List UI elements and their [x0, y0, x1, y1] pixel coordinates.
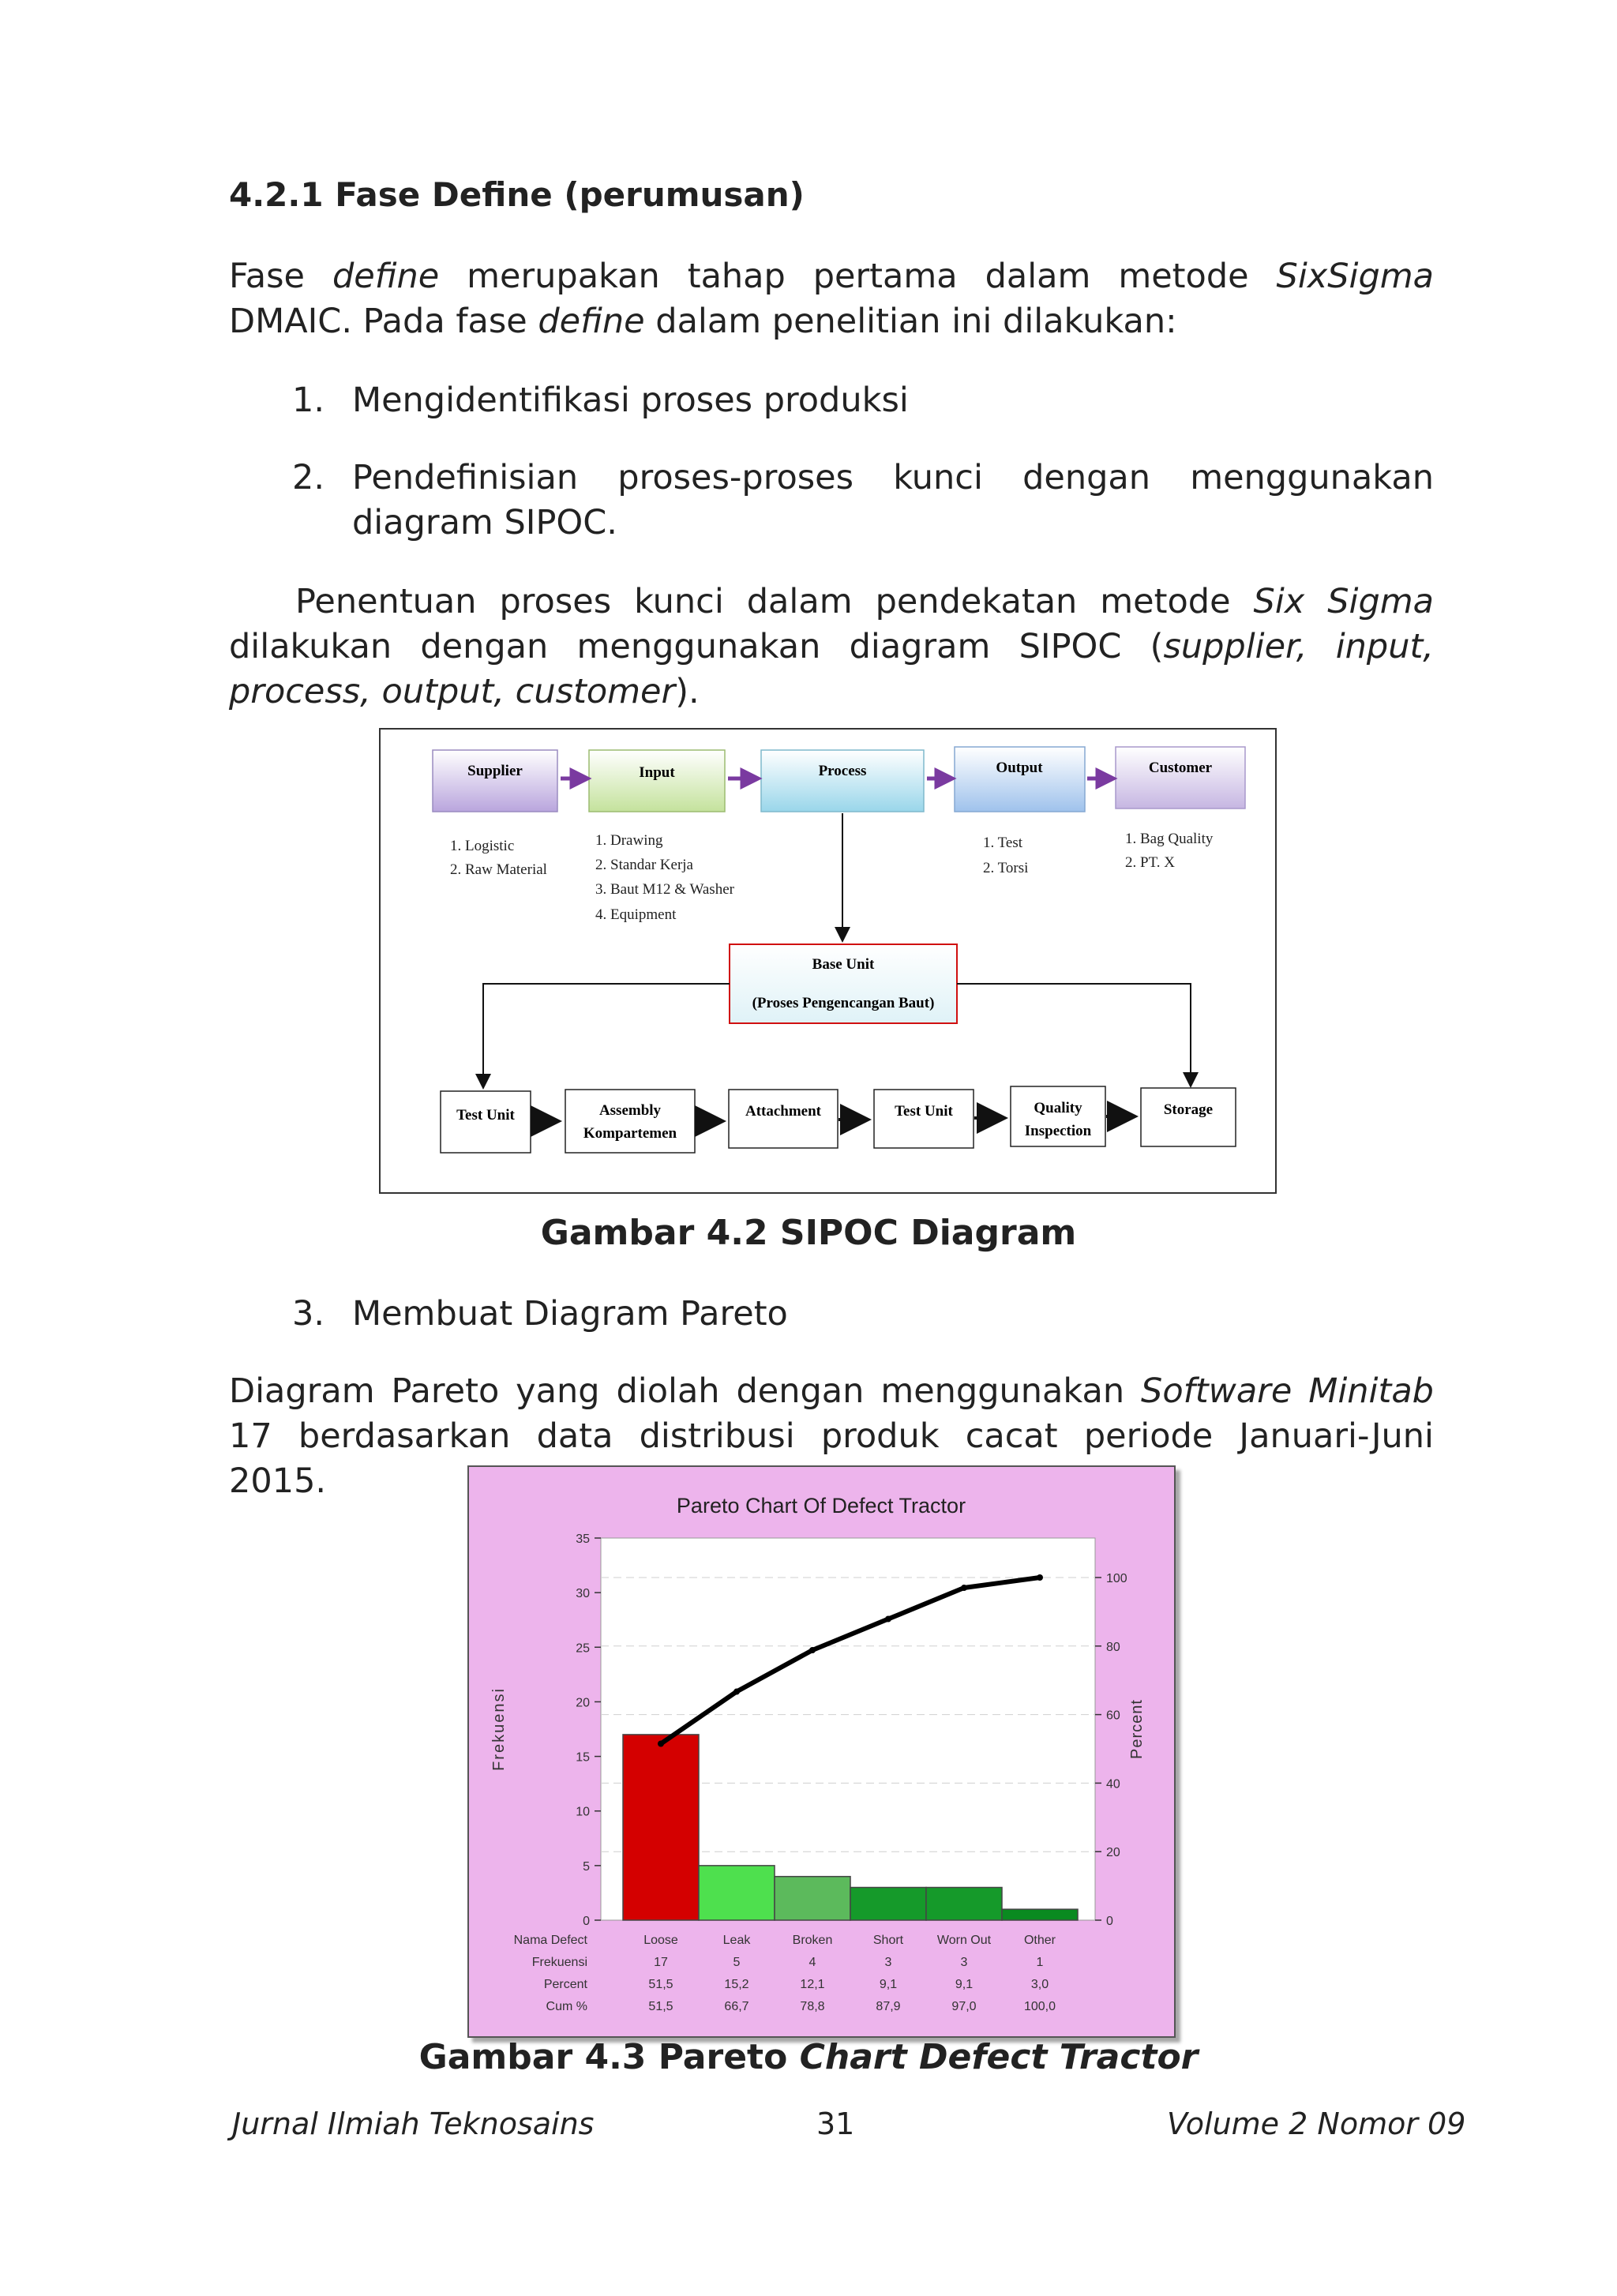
y2-tick-label: 40: [1106, 1777, 1120, 1791]
table-cell: 4: [808, 1956, 816, 1969]
table-cell: 3: [884, 1956, 892, 1969]
table-cell: Short: [872, 1934, 904, 1947]
table-cell: 97,0: [951, 2000, 977, 2013]
output-item: 1. Test: [983, 835, 1023, 851]
y2-tick-label: 100: [1106, 1572, 1127, 1585]
table-cell: Leak: [722, 1934, 751, 1947]
y-tick-label: 20: [576, 1696, 590, 1710]
figure-caption-pareto: Gambar 4.3 Pareto Chart Defect Tractor: [418, 2037, 1199, 2077]
table-cell: 1: [1036, 1956, 1044, 1969]
bar: [850, 1888, 926, 1920]
figure-caption-sipoc: Gambar 4.2 SIPOC Diagram: [540, 1213, 1077, 1253]
output-item: 2. Torsi: [983, 860, 1029, 876]
list-number: 1.: [292, 381, 325, 420]
table-row-label: Frekuensi: [531, 1956, 587, 1969]
sipoc-header-output: [955, 747, 1085, 812]
svg-text:Input: Input: [639, 764, 675, 781]
list-text: Mengidentifikasi proses produksi: [352, 381, 909, 420]
table-cell: Loose: [643, 1934, 678, 1947]
paragraph-pareto-intro: Diagram Pareto yang diolah dengan menggunakan Software Minitab 17 berdasarkan data distribusi produk cacat periode Januari-Juni 2015.: [229, 1371, 1434, 1501]
table-row-label: Cum %: [546, 2000, 587, 2013]
y2-axis-label: Percent: [1128, 1699, 1146, 1759]
table-cell: Worn Out: [936, 1934, 992, 1947]
flow-box-storage: [1141, 1088, 1236, 1146]
svg-text:(Proses Pengencangan Baut): (Proses Pengencangan Baut): [752, 995, 935, 1011]
table-cell: 15,2: [724, 1978, 749, 1991]
table-cell: 66,7: [724, 2000, 749, 2013]
y2-tick-label: 60: [1106, 1709, 1120, 1723]
table-row-label: Nama Defect: [513, 1934, 587, 1947]
table-cell: 12,1: [800, 1978, 825, 1991]
table-cell: 87,9: [876, 2000, 901, 2013]
y-axis-label: Frekuensi: [490, 1687, 508, 1771]
paragraph-define-intro: Fase define merupakan tahap pertama dalam metode SixSigma DMAIC. Pada fase define dalam penelitian ini dilakukan:: [229, 257, 1434, 341]
sipoc-header-input: [589, 750, 725, 812]
table-cell: 3: [960, 1956, 968, 1969]
y2-tick-label: 20: [1106, 1846, 1120, 1860]
list-number: 3.: [292, 1294, 325, 1334]
flow-box-assembly-kompartemen: [565, 1090, 695, 1153]
table-row-label: Percent: [543, 1978, 587, 1991]
y-tick-label: 25: [576, 1641, 590, 1656]
y-tick-label: 10: [576, 1805, 590, 1819]
cumulative-point: [961, 1585, 967, 1591]
y-tick-label: 30: [576, 1587, 590, 1601]
input-item: 2. Standar Kerja: [595, 857, 693, 873]
footer-volume: Volume 2 Nomor 09: [1167, 2107, 1466, 2141]
svg-text:Storage: Storage: [1163, 1101, 1214, 1118]
list-text: Pendefinisian proses-proses kunci dengan menggunakan diagram SIPOC.: [352, 458, 1434, 542]
svg-text:Assembly: Assembly: [598, 1102, 662, 1119]
bar: [926, 1888, 1002, 1920]
footer-journal-name: Jurnal Ilmiah Teknosains: [232, 2107, 595, 2141]
svg-text:Supplier: Supplier: [467, 763, 523, 779]
base-unit-box: [730, 944, 957, 1023]
svg-text:Output: Output: [996, 760, 1043, 776]
table-cell: Broken: [792, 1934, 833, 1947]
table-cell: 5: [733, 1956, 741, 1969]
y2-tick-label: 80: [1106, 1640, 1120, 1654]
svg-text:Base Unit: Base Unit: [812, 956, 875, 973]
list-number: 2.: [292, 458, 325, 497]
svg-text:Test Unit: Test Unit: [895, 1103, 953, 1120]
supplier-item: 1. Logistic: [450, 838, 515, 854]
sipoc-header-process: [761, 750, 924, 812]
y-tick-label: 5: [583, 1859, 590, 1874]
table-cell: 3,0: [1030, 1978, 1049, 1991]
customer-item: 2. PT. X: [1125, 854, 1175, 871]
customer-item: 1. Bag Quality: [1125, 831, 1214, 847]
bar: [1002, 1909, 1078, 1920]
input-item: 3. Baut M12 & Washer: [595, 881, 734, 898]
svg-text:Attachment: Attachment: [745, 1103, 822, 1120]
table-cell: 78,8: [800, 2000, 825, 2013]
input-item: 1. Drawing: [595, 832, 663, 849]
bar: [775, 1877, 850, 1920]
table-cell: 9,1: [955, 1978, 974, 1991]
table-cell: 100,0: [1023, 2000, 1056, 2013]
list-text: Membuat Diagram Pareto: [352, 1294, 788, 1334]
table-cell: 51,5: [648, 2000, 673, 2013]
y-tick-label: 15: [576, 1750, 590, 1765]
sipoc-header-customer: [1116, 747, 1245, 808]
chart-title: Pareto Chart Of Defect Tractor: [676, 1494, 966, 1518]
svg-text:Process: Process: [818, 763, 867, 779]
cumulative-point: [809, 1647, 816, 1653]
flow-box-test-unit: [441, 1091, 531, 1153]
section-heading: 4.2.1 Fase Define (perumusan): [229, 175, 805, 214]
footer-page-number: 31: [816, 2107, 855, 2141]
sipoc-diagram: [379, 728, 1277, 1194]
svg-text:Test Unit: Test Unit: [456, 1107, 515, 1124]
table-cell: 17: [654, 1956, 668, 1969]
sipoc-header-supplier: [433, 750, 557, 812]
svg-text:Customer: Customer: [1148, 760, 1213, 776]
svg-text:Inspection: Inspection: [1024, 1123, 1092, 1139]
bar: [699, 1866, 775, 1920]
pareto-chart: [467, 1465, 1176, 2038]
table-cell: Other: [1023, 1934, 1056, 1947]
y-tick-label: 35: [576, 1533, 590, 1546]
flow-box-test-unit-2: [874, 1090, 974, 1148]
bar: [623, 1735, 699, 1920]
flow-box-attachment: [729, 1090, 838, 1148]
table-cell: 51,5: [648, 1978, 673, 1991]
y-tick-label: 0: [583, 1915, 590, 1928]
flow-box-quality-inspection: [1011, 1086, 1105, 1146]
cumulative-point: [885, 1616, 891, 1623]
paragraph-sipoc-intro: Penentuan proses kunci dalam pendekatan metode Six Sigma dilakukan dengan menggunakan diagram SIPOC (supplier, input, process, output, customer).: [229, 582, 1434, 711]
svg-text:Quality: Quality: [1034, 1100, 1082, 1116]
supplier-item: 2. Raw Material: [450, 861, 547, 878]
table-cell: 9,1: [879, 1978, 898, 1991]
y2-tick-label: 0: [1106, 1915, 1113, 1928]
cumulative-point: [658, 1740, 664, 1746]
cumulative-point: [733, 1689, 740, 1695]
svg-text:Kompartemen: Kompartemen: [583, 1125, 677, 1142]
input-item: 4. Equipment: [595, 906, 677, 923]
cumulative-point: [1037, 1574, 1043, 1581]
